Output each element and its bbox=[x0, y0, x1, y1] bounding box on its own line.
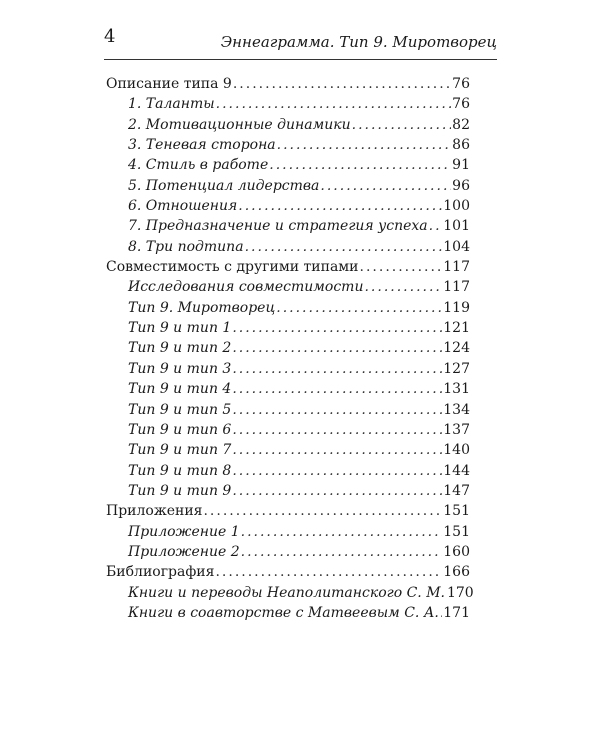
toc-entry bbox=[106, 176, 470, 196]
toc-entry-title: 7. Предназначение и стратегия успеха bbox=[128, 218, 428, 235]
toc-leader-dots bbox=[232, 420, 442, 440]
toc-entry-page: 160 bbox=[443, 543, 470, 560]
toc-entry-title: Книги и переводы Неаполитанского С. М. bbox=[128, 584, 445, 601]
toc-entry-title: Тип 9 и тип 4 bbox=[128, 381, 232, 398]
toc-entry-title: 6. Отношения bbox=[128, 198, 238, 215]
toc-entry-title: Тип 9 и тип 1 bbox=[128, 320, 232, 337]
toc-entry bbox=[106, 501, 470, 521]
toc-leader-dots bbox=[215, 562, 442, 582]
toc-entry-title: Приложение 1 bbox=[128, 523, 240, 540]
toc-leader-dots bbox=[276, 298, 442, 318]
toc-entry-page: 151 bbox=[443, 523, 470, 540]
toc-entry-page: 76 bbox=[452, 96, 470, 113]
toc-leader-dots bbox=[233, 74, 451, 94]
toc-entry-page: 137 bbox=[443, 421, 470, 438]
toc-leader-dots bbox=[232, 379, 442, 399]
toc-entry-title: 3. Теневая сторона bbox=[128, 137, 276, 154]
toc-entry-title: 2. Мотивационные динамики bbox=[128, 116, 351, 133]
toc-leader-dots bbox=[232, 481, 442, 501]
toc-entry-title: Приложение 2 bbox=[128, 543, 240, 560]
toc-entry bbox=[106, 298, 470, 318]
toc-entry-page: 86 bbox=[452, 137, 470, 154]
toc-entry bbox=[106, 277, 470, 297]
toc-entry-page: 131 bbox=[443, 381, 470, 398]
toc-entry-page: 117 bbox=[443, 259, 470, 276]
page-number: 4 bbox=[104, 26, 116, 47]
toc-entry-title: Описание типа 9 bbox=[106, 76, 232, 92]
toc-entry-title: 5. Потенциал лидерства bbox=[128, 177, 320, 194]
toc-leader-dots bbox=[232, 440, 442, 460]
toc-entry-page: 127 bbox=[443, 360, 470, 377]
toc-entry-title: Тип 9. Миротворец bbox=[128, 299, 276, 316]
toc-entry-page: 144 bbox=[443, 462, 470, 479]
toc-leader-dots bbox=[241, 542, 443, 562]
toc-entry bbox=[106, 216, 470, 236]
toc-entry-title: Книги в соавторстве с Матвеевым С. А. bbox=[128, 604, 439, 621]
toc-leader-dots bbox=[364, 277, 442, 297]
toc-entry-title: Тип 9 и тип 6 bbox=[128, 421, 232, 438]
toc-entry-page: 76 bbox=[452, 76, 470, 92]
toc-entry bbox=[106, 237, 470, 257]
toc-entry-page: 82 bbox=[452, 116, 470, 133]
toc-leader-dots bbox=[245, 237, 443, 257]
toc-entry-title: Тип 9 и тип 8 bbox=[128, 462, 232, 479]
running-head: Эннеаграмма. Тип 9. Миротворец bbox=[220, 33, 497, 51]
toc-leader-dots bbox=[320, 176, 451, 196]
toc-entry bbox=[106, 135, 470, 155]
toc-entry bbox=[106, 583, 474, 603]
toc-entry-title: 1. Таланты bbox=[128, 96, 215, 113]
toc-entry bbox=[106, 155, 470, 175]
toc-entry-page: 104 bbox=[443, 238, 470, 255]
toc-leader-dots bbox=[238, 196, 442, 216]
toc-entry bbox=[106, 379, 470, 399]
toc-entry bbox=[106, 400, 470, 420]
toc-entry bbox=[106, 481, 470, 501]
toc-entry bbox=[106, 74, 470, 94]
toc-entry-page: 91 bbox=[452, 157, 470, 174]
toc-entry-title: Совместимость с другими типами bbox=[106, 259, 359, 276]
toc-leader-dots bbox=[232, 400, 442, 420]
toc-entry-title: Тип 9 и тип 3 bbox=[128, 360, 232, 377]
toc-entry bbox=[106, 603, 470, 623]
toc-entry bbox=[106, 420, 470, 440]
toc-entry-title: 8. Три подтипа bbox=[128, 238, 244, 255]
toc-entry-title: Тип 9 и тип 7 bbox=[128, 442, 232, 459]
toc-entry-title: Тип 9 и тип 5 bbox=[128, 401, 232, 418]
toc-leader-dots bbox=[440, 603, 442, 623]
header-rule bbox=[104, 59, 497, 60]
toc-entry bbox=[106, 461, 470, 481]
toc-entry-page: 166 bbox=[443, 564, 470, 581]
toc-entry-page: 100 bbox=[443, 198, 470, 215]
toc-entry-title: Библиография bbox=[106, 564, 215, 581]
table-of-contents bbox=[106, 74, 474, 623]
toc-entry-page: 117 bbox=[443, 279, 470, 296]
toc-entry-page: 119 bbox=[443, 299, 470, 316]
toc-leader-dots bbox=[352, 115, 452, 135]
toc-entry-page: 101 bbox=[443, 218, 470, 235]
toc-entry-page: 140 bbox=[443, 442, 470, 459]
toc-entry-title: 4. Стиль в работе bbox=[128, 157, 269, 174]
toc-leader-dots bbox=[269, 155, 451, 175]
toc-entry-page: 171 bbox=[443, 604, 470, 621]
toc-entry-title: Исследования совместимости bbox=[128, 279, 364, 296]
toc-entry-page: 124 bbox=[443, 340, 470, 357]
toc-leader-dots bbox=[232, 359, 442, 379]
toc-leader-dots bbox=[232, 338, 442, 358]
toc-entry-page: 96 bbox=[452, 177, 470, 194]
toc-entry-page: 151 bbox=[443, 503, 470, 520]
toc-entry bbox=[106, 338, 470, 358]
toc-entry bbox=[106, 359, 470, 379]
toc-entry bbox=[106, 562, 470, 582]
toc-leader-dots bbox=[277, 135, 452, 155]
toc-entry bbox=[106, 440, 470, 460]
toc-entry bbox=[106, 542, 470, 562]
toc-entry-title: Тип 9 и тип 2 bbox=[128, 340, 232, 357]
toc-leader-dots bbox=[241, 522, 443, 542]
toc-entry-page: 134 bbox=[443, 401, 470, 418]
toc-entry-page: 147 bbox=[443, 482, 470, 499]
toc-entry-page: 170 bbox=[446, 584, 474, 601]
toc-entry-page: 121 bbox=[443, 320, 470, 337]
toc-entry-title: Приложения bbox=[106, 503, 203, 520]
toc-leader-dots bbox=[360, 257, 443, 277]
toc-entry bbox=[106, 94, 470, 114]
toc-entry bbox=[106, 115, 470, 135]
toc-entry-title: Тип 9 и тип 9 bbox=[128, 482, 232, 499]
toc-leader-dots bbox=[232, 318, 442, 338]
toc-entry bbox=[106, 318, 470, 338]
toc-leader-dots bbox=[203, 501, 442, 521]
toc-leader-dots bbox=[429, 216, 443, 236]
toc-leader-dots bbox=[216, 94, 452, 114]
toc-entry bbox=[106, 257, 470, 277]
toc-entry bbox=[106, 522, 470, 542]
toc-entry bbox=[106, 196, 470, 216]
toc-leader-dots bbox=[232, 461, 442, 481]
